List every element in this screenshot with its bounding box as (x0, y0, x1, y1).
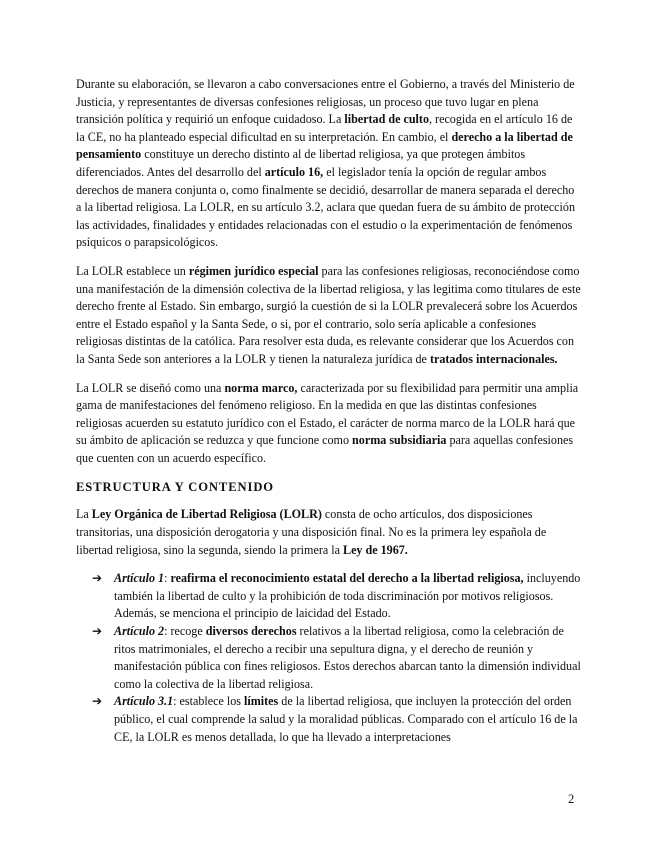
list-item-text: Artículo 2: recoge diversos derechos relativos a la libertad religiosa, como la celebración de ritos matrimoniales, el derecho a recibir una sepultura digna, y el derecho de reunión y manifestación pública con fines religiosos. Estos derechos abarcan tanto la dimensión individual como la colectiva de la libertad religiosa. (114, 624, 581, 691)
list-item-articulo-1 (92, 570, 582, 623)
article-list (76, 570, 582, 746)
paragraph-norma-marco: La LOLR se diseñó como una norma marco, caracterizada por su flexibilidad para permitir una amplia gama de manifestaciones del fenómeno religioso. En la medida en que las distintas confesiones religiosas acuerden su estatuto jurídico con el Estado, el carácter de norma marco de la LOLR hará que su ámbito de aplicación se reduzca y que funcione como norma subsidiaria para aquellas confesiones que cuenten con un acuerdo específico. (76, 380, 579, 465)
arrow-bullet-icon: ➔ (92, 694, 103, 709)
page-number: 2 (568, 792, 575, 806)
list-item-articulo-2 (92, 623, 582, 693)
paragraph-estructura: La Ley Orgánica de Libertad Religiosa (LOLR) consta de ocho artículos, dos disposiciones transitorias, una disposición derogatoria y una disposición final. No es la primera ley española de libertad religiosa, sino la segunda, siendo la primera la Ley de 1967. (76, 507, 547, 557)
list-item-text: Artículo 1: reafirma el reconocimiento estatal del derecho a la libertad religiosa, incluyendo también la libertad de culto y la prohibición de toda discriminación por motivos religiosos. Además, se menciona el principio de laicidad del Estado. (114, 571, 581, 621)
paragraph-regimen-juridico: La LOLR establece un régimen jurídico especial para las confesiones religiosas, reconociéndose como una manifestación de la dimensión colectiva de la libertad religiosa, y las legitima como titulares de este derecho frente al Estado. Sin embargo, surgió la cuestión de si la LOLR prevalecerá sobre los Acuerdos entre el Estado español y la Santa Sede, o si, por el contrario, solo sería aplicable a confesiones religiosas distintas de la católica. Para resolver esta duda, es relevante considerar que los Acuerdos con la Santa Sede son anteriores a la LOLR y tienen la naturaleza jurídica de tratados internacionales. (76, 263, 581, 366)
list-item-text: Artículo 3.1: establece los límites de la libertad religiosa, que incluyen la protección del orden público, el cual comprende la salud y la moralidad públicas. Comparado con el artículo 16 de la CE, la LOLR es menos detallada, lo que ha llevado a interpretaciones (114, 694, 578, 744)
arrow-bullet-icon: ➔ (92, 571, 103, 586)
arrow-bullet-icon: ➔ (92, 624, 103, 639)
paragraph-elaboracion: Durante su elaboración, se llevaron a cabo conversaciones entre el Gobierno, a través del Ministerio de Justicia, y representantes de diversas confesiones religiosas, un proceso que tuvo lugar en plena transición política y requirió un enfoque cuidadoso. La libertad de culto, recogida en el artículo 16 de la CE, no ha planteado especial dificultad en su interpretación. En cambio, el derecho a la libertad de pensamiento constituye un derecho distinto al de libertad religiosa, ya que protegen ámbitos diferenciados. Antes del desarrollo del artículo 16, el legislador tenía la opción de regular ambos derechos de manera conjunta o, como finalmente se decidió, desarrollar de manera separada el derecho a la libertad religiosa. La LOLR, en su artículo 3.2, aclara que quedan fuera de su ámbito de protección las actividades, finalidades y entidades relacionadas con el estudio o la experimentación de fenómenos psíquicos o parapsicológicos. (76, 77, 576, 250)
list-item-articulo-3-1 (92, 693, 582, 746)
document-body (76, 76, 582, 746)
section-heading: ESTRUCTURA Y CONTENIDO (76, 480, 275, 495)
